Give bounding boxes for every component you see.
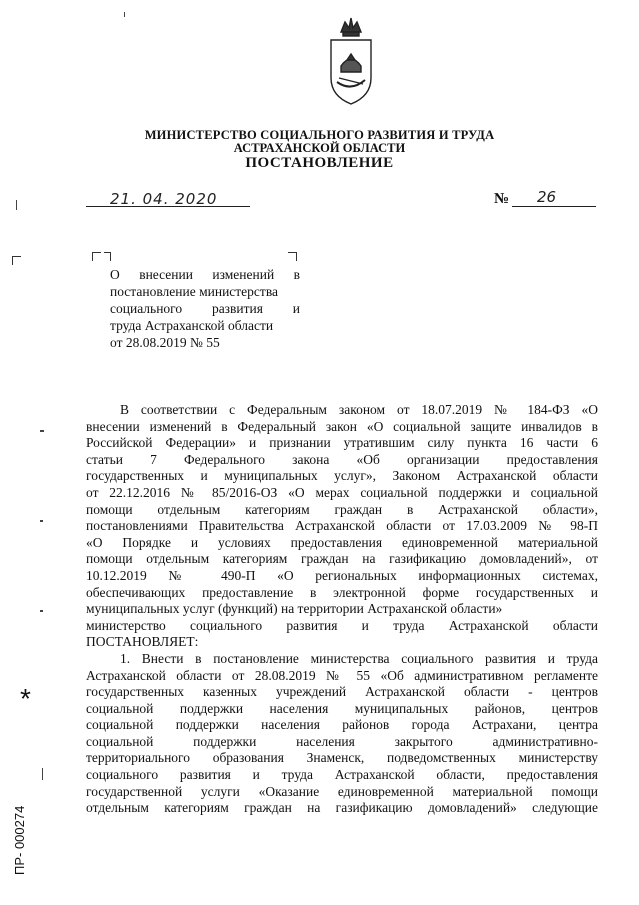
document-subject [110,266,300,351]
document-date: 21. 04. 2020 [110,190,218,208]
body-line: Астраханской области от 28.08.2019 № 55 «Об административном регламенте [86,667,598,683]
scan-speck [40,610,43,612]
subject-line: постановление министерства [110,284,279,299]
body-line: министерство социального развития и труда Астраханской области [86,617,598,633]
body-line: 1. Внести в постановление министерства социального развития и труда [120,650,598,666]
document-body [86,402,598,817]
subject-line: от 28.08.2019 № 55 [110,335,220,350]
subject-line: труда Астраханской области [110,318,274,333]
body-line: статьи 7 Федерального закона «Об организации предоставления [86,451,598,467]
region-name: АСТРАХАНСКОЙ ОБЛАСТИ [233,141,406,155]
side-stamp-number: ПР- 000274 [12,805,27,875]
number-underline [512,206,596,207]
body-line: Российской Федерации» и признании утратившим силу пункта 16 части 6 [86,435,598,451]
body-line: 10.12.2019 № 490-П «О региональных информационных системах, [86,567,598,583]
scan-speck [124,12,125,17]
margin-asterisk: * [20,683,31,714]
subject-line: социального развития и [110,301,300,316]
body-line: территориального образования Знаменск, подведомственных министерству [86,750,598,766]
document-number: 26 [537,188,557,206]
subject-line: О внесении изменений в [110,267,300,282]
number-label: № [494,191,510,207]
ministry-name: МИНИСТЕРСТВО СОЦИАЛЬНОГО РАЗВИТИЯ И ТРУДА [144,128,495,142]
body-line: постановлениями Правительства Астраханской области от 17.03.2009 № 98-П [86,518,598,534]
body-line: ПОСТАНОВЛЯЕТ: [86,634,199,650]
body-line: государственных казенных учреждений Астраханской области - центров [86,684,598,700]
document-type-title: ПОСТАНОВЛЕНИЕ [245,155,394,171]
body-line: обеспечивающих предоставление в электронной форме государственных и [86,584,598,600]
scan-speck [40,520,43,522]
body-line: государственной услуги «Оказание единовременной материальной помощи [86,783,598,799]
body-line: внесении изменений в Федеральный закон «О социальной защите инвалидов в [86,418,598,434]
body-line: В соответствии с Федеральным законом от 18.07.2019 № 184-ФЗ «О [120,402,598,417]
scan-speck [42,768,43,780]
body-line: помощи отдельным категориям граждан в Астраханской области», [86,501,598,517]
subject-bracket-right [288,252,297,261]
body-line: помощи отдельным категориям граждан на газификацию домовладений», от [86,551,598,567]
margin-corner-mark [12,256,21,265]
scan-speck [16,200,17,210]
scan-speck [40,430,44,432]
body-line: социального развития и труда Астраханской области, предоставления [86,767,598,783]
subject-bracket-left-inner [104,252,111,261]
body-line: от 22.12.2016 № 85/2016-ОЗ «О мерах социальной поддержки и социальной [86,484,598,500]
date-underline [86,206,250,207]
body-line: социальной поддержки населения районов города Астрахани, центра [86,717,598,733]
body-line: муниципальных услуг (функций) на территории Астраханской области» [86,601,503,617]
coat-of-arms-emblem [327,14,375,106]
body-line: социальной поддержки населения закрытого административно- [86,733,598,749]
body-line: социальной поддержки населения муниципальных районов, центров [86,700,598,716]
subject-bracket-left [92,252,101,261]
body-line: «О Порядке и условиях предоставления единовременной материальной [86,534,598,550]
body-line: государственных и муниципальных услуг», Законом Астраханской области [86,468,598,484]
body-line: отдельным категориям граждан на газификацию домовладений» следующие [86,800,598,816]
